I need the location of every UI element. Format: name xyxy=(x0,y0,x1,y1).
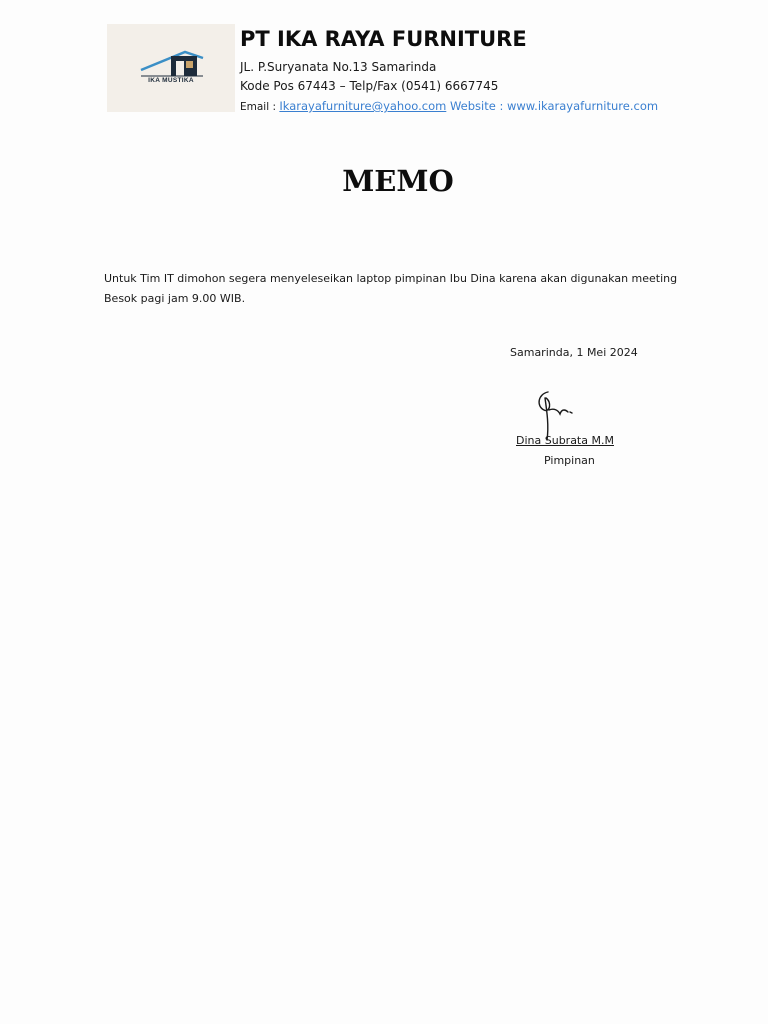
email-link[interactable]: Ikarayafurniture@yahoo.com xyxy=(279,99,447,113)
logo-text: IKA MUSTIKA xyxy=(148,77,194,84)
memo-title: MEMO xyxy=(342,164,454,198)
place-date: Samarinda, 1 Mei 2024 xyxy=(510,346,638,359)
address-line-street: JL. P.Suryanata No.13 Samarinda xyxy=(240,60,437,74)
email-label: Email : xyxy=(240,101,280,113)
company-logo xyxy=(107,24,235,112)
memo-body-line: Untuk Tim IT dimohon segera menyeleseikan laptop pimpinan Ibu Dina karena akan digunakan meeting xyxy=(104,272,678,285)
website-link[interactable]: Website : www.ikarayafurniture.com xyxy=(446,99,659,113)
signer-name: Dina Subrata M.M xyxy=(516,434,614,447)
company-name: PT IKA RAYA FURNITURE xyxy=(240,27,527,51)
address-line-postal-phone: Kode Pos 67443 – Telp/Fax (0541) 6667745 xyxy=(240,79,499,93)
signer-title: Pimpinan xyxy=(544,454,595,467)
memo-body-line: Besok pagi jam 9.00 WIB. xyxy=(104,292,246,305)
memo-body xyxy=(104,269,704,309)
contact-line xyxy=(240,99,658,113)
house-logo-icon xyxy=(107,24,235,112)
